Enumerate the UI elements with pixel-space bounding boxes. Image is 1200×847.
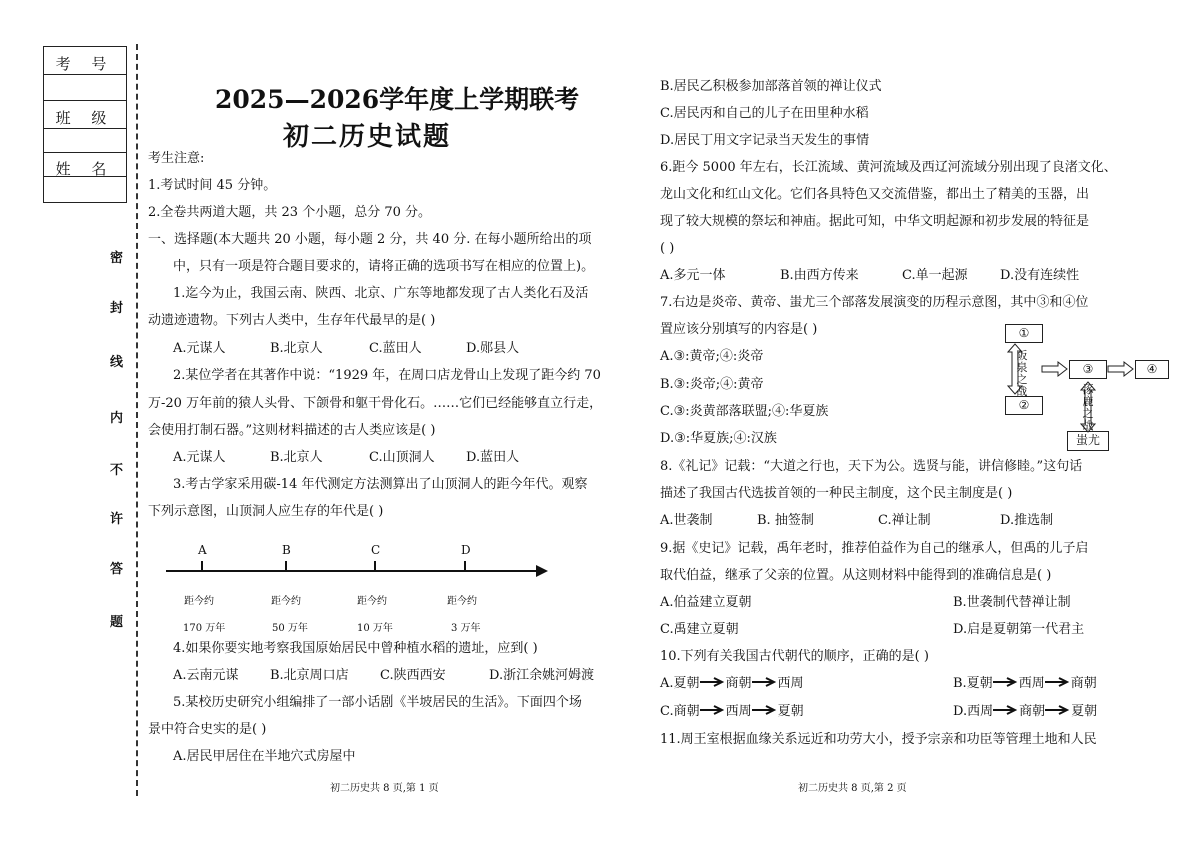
q7-option-d[interactable]: D.③:华夏族;④:汉族 — [660, 431, 777, 446]
q3-stem: 3.考古学家采用碳-14 年代测定方法测算出了山顶洞人的距今年代。观察 — [173, 477, 588, 492]
class-label-row — [44, 101, 126, 129]
q6-option-c[interactable]: C.单一起源 — [902, 268, 968, 283]
q9-option-a[interactable]: A.伯益建立夏朝 — [660, 595, 752, 610]
timeline-caption: 3 万年 — [451, 623, 481, 634]
dynasty: 西周 — [1018, 676, 1045, 691]
exam-number-label: 考 号 — [55, 55, 115, 73]
timeline-point-label: C — [371, 543, 381, 557]
timeline-caption: 10 万年 — [357, 623, 393, 634]
q5-stem-cont: 景中符合史实的是( ) — [148, 722, 267, 737]
q6-option-a[interactable]: A.多元一体 — [660, 268, 726, 283]
q7-stem: 7.右边是炎帝、黄帝、蚩尤三个部落发展演变的历程示意图，其中③和④位 — [660, 295, 1089, 310]
q10-option-a[interactable] — [660, 677, 804, 690]
q7-option-a[interactable]: A.③:黄帝;④:炎帝 — [660, 349, 764, 364]
seal-char: 线 — [110, 355, 124, 370]
exam-number-field[interactable] — [44, 75, 126, 101]
notice-item: 2.全卷共两道大题，共 23 个小题，总分 70 分。 — [148, 205, 432, 220]
q2-stem: 2.某位学者在其著作中说：“1929 年，在周口店龙骨山上发现了距今约 70 — [173, 368, 601, 383]
notice-item: 1.考试时间 45 分钟。 — [148, 178, 277, 193]
timeline-caption: 距今约 — [271, 596, 301, 607]
name-field[interactable] — [44, 177, 126, 202]
q10-option-b[interactable] — [953, 677, 1097, 690]
q8-option-b[interactable]: B. 抽签制 — [757, 513, 814, 528]
timeline-caption: 距今约 — [357, 596, 387, 607]
q10-option-c[interactable] — [660, 705, 804, 718]
q5-option-d[interactable]: D.居民丁用文字记录当天发生的事情 — [660, 133, 870, 148]
q8-option-c[interactable]: C.禅让制 — [878, 513, 931, 528]
diagram-box-chiyou: 蚩尤 — [1067, 431, 1109, 451]
q4-option-c[interactable]: C.陕西西安 — [380, 668, 446, 683]
section-heading-cont: 中，只有一项是符合题目要求的，请将正确的选项书写在相应的位置上)。 — [173, 259, 595, 274]
q7-option-c[interactable]: C.③:炎黄部落联盟;④:华夏族 — [660, 404, 829, 419]
q1-option-c[interactable]: C.蓝田人 — [369, 341, 422, 356]
battle-label-zhuolu: 涿鹿之战 — [1082, 383, 1094, 432]
notice-heading: 考生注意: — [148, 151, 205, 166]
dynasty: 夏朝 — [1071, 704, 1098, 719]
q9-option-d[interactable]: D.启是夏朝第一代君主 — [953, 622, 1085, 637]
page-footer: 初二历史共 8 页,第 2 页 — [798, 783, 907, 794]
diagram-box-1: ① — [1005, 324, 1043, 343]
seal-char: 答 — [110, 562, 124, 577]
q4-option-d[interactable]: D.浙江余姚河姆渡 — [489, 668, 595, 683]
timeline-tick — [285, 561, 287, 570]
page-footer: 初二历史共 8 页,第 1 页 — [330, 783, 439, 794]
q1-option-d[interactable]: D.郧县人 — [466, 341, 520, 356]
class-label: 班 级 — [55, 109, 115, 127]
exam-subtitle: 初二历史试题 — [283, 122, 452, 152]
seal-char: 密 — [110, 251, 124, 266]
q5-option-c[interactable]: C.居民丙和自己的儿子在田里种水稻 — [660, 106, 869, 121]
q10-stem: 10.下列有关我国古代朝代的顺序，正确的是( ) — [660, 649, 929, 664]
q8-stem: 8.《礼记》记载：“大道之行也，天下为公。选贤与能，讲信修睦。”这句话 — [660, 459, 1083, 474]
q7-stem-cont: 置应该分别填写的内容是( ) — [660, 322, 818, 337]
student-info-table — [43, 46, 127, 203]
q2-stem-cont: 会使用打制石器。”这则材料描述的古人类应该是( ) — [148, 423, 436, 438]
dynasty: 西周 — [725, 704, 752, 719]
timeline-caption: 50 万年 — [272, 623, 308, 634]
dynasty: 商朝 — [1019, 704, 1046, 719]
q2-option-b[interactable]: B.北京人 — [270, 450, 323, 465]
q5-option-a[interactable]: A.居民甲居住在半地穴式房屋中 — [173, 749, 356, 764]
q5-option-b[interactable]: B.居民乙积极参加部落首领的禅让仪式 — [660, 79, 882, 94]
q11-stem: 11.周王室根据血缘关系远近和功劳大小，授予宗亲和功臣等管理土地和人民 — [660, 732, 1097, 747]
timeline-tick — [464, 561, 466, 570]
right-arrow-icon — [752, 705, 778, 715]
seal-char: 题 — [110, 615, 124, 630]
q8-stem-cont: 描述了我国古代选拔首领的一种民主制度，这个民主制度是( ) — [660, 486, 1013, 501]
timeline-caption: 距今约 — [447, 596, 477, 607]
q1-stem-cont: 动遗迹遗物。下列古人类中，生存年代最早的是( ) — [148, 313, 436, 328]
dynasty: 商朝 — [725, 676, 752, 691]
q2-option-c[interactable]: C.山顶洞人 — [369, 450, 435, 465]
diagram-box-3: ③ — [1069, 360, 1107, 379]
timeline-point-label: D — [461, 543, 471, 557]
seal-dashed-line — [136, 44, 138, 796]
q8-option-a[interactable]: A.世袭制 — [660, 513, 713, 528]
q4-stem: 4.如果你要实地考察我国原始居民中曾种植水稻的遗址，应到( ) — [173, 641, 538, 656]
right-arrow-icon — [1045, 705, 1071, 715]
right-arrow-icon — [700, 705, 726, 715]
q6-stem-cont: 龙山文化和红山文化。它们各具特色又交流借鉴，都出土了精美的玉器，出 — [660, 187, 1090, 202]
dynasty: 西周 — [777, 676, 804, 691]
q1-stem: 1.迄今为止，我国云南、陕西、北京、广东等地都发现了古人类化石及活 — [173, 286, 589, 301]
q2-option-d[interactable]: D.蓝田人 — [466, 450, 520, 465]
right-arrow-icon — [752, 677, 778, 687]
q1-option-b[interactable]: B.北京人 — [270, 341, 323, 356]
merge-arrow — [1042, 362, 1067, 376]
q2-option-a[interactable]: A.元谋人 — [173, 450, 226, 465]
seal-char: 内 — [110, 411, 124, 426]
seal-char: 封 — [110, 301, 124, 316]
seal-char: 许 — [110, 512, 124, 527]
q6-stem: 6.距今 5000 年左右，长江流域、黄河流域及西辽河流域分别出现了良渚文化、 — [660, 160, 1117, 175]
q3-stem-cont: 下列示意图，山顶洞人应生存的年代是( ) — [148, 504, 384, 519]
q4-option-b[interactable]: B.北京周口店 — [270, 668, 349, 683]
timeline-arrow — [536, 565, 548, 577]
q6-option-d[interactable]: D.没有连续性 — [1000, 268, 1080, 283]
q7-option-b[interactable]: B.③:炎帝;④:黄帝 — [660, 377, 764, 392]
right-arrow-icon — [993, 677, 1019, 687]
seal-char: 不 — [110, 463, 124, 478]
timeline-point-label: A — [198, 543, 207, 557]
right-arrow-icon — [993, 705, 1019, 715]
q9-option-b[interactable]: B.世袭制代替禅让制 — [953, 595, 1071, 610]
q9-option-c[interactable]: C.禹建立夏朝 — [660, 622, 739, 637]
q6-stem-cont: ( ) — [660, 241, 675, 256]
dynasty: A.夏朝 — [660, 676, 700, 691]
right-arrow-icon — [1045, 677, 1071, 687]
q9-stem-cont: 取代伯益，继承了父亲的位置。从这则材料中能得到的准确信息是( ) — [660, 568, 1052, 583]
timeline-axis — [166, 570, 540, 572]
dynasty: D.西周 — [953, 704, 994, 719]
dynasty: 商朝 — [1070, 676, 1097, 691]
timeline-point-label: B — [282, 543, 291, 557]
section-heading: 一、选择题(本大题共 20 小题，每小题 2 分，共 40 分. 在每小题所给出的项 — [148, 232, 592, 247]
name-label-row — [44, 153, 126, 177]
q6-stem-cont: 现了较大规模的祭坛和神庙。据此可知，中华文明起源和初步发展的特征是 — [660, 214, 1090, 229]
q9-stem: 9.据《史记》记载，禹年老时，推荐伯益作为自己的继承人，但禹的儿子启 — [660, 541, 1089, 556]
diagram-box-2: ② — [1005, 396, 1043, 415]
right-arrow-icon — [700, 677, 726, 687]
exam-number-label-row — [44, 47, 126, 75]
dynasty: 夏朝 — [777, 704, 804, 719]
q2-stem-cont: 万-20 万年前的猿人头骨、下颌骨和躯干骨化石。……它们已经能够直立行走， — [148, 396, 603, 411]
q1-option-a[interactable]: A.元谋人 — [173, 341, 226, 356]
name-label: 姓 名 — [55, 160, 115, 178]
class-field[interactable] — [44, 129, 126, 153]
timeline-tick — [201, 561, 203, 570]
exam-title: 2025—2026学年度上学期联考 — [215, 85, 580, 114]
q4-option-a[interactable]: A.云南元谋 — [173, 668, 239, 683]
q8-option-d[interactable]: D.推选制 — [1000, 513, 1054, 528]
q5-stem: 5.某校历史研究小组编排了一部小话剧《半坡居民的生活》。下面四个场 — [173, 695, 582, 710]
dynasty: C.商朝 — [660, 704, 700, 719]
dynasty: B.夏朝 — [953, 676, 993, 691]
q6-option-b[interactable]: B.由西方传来 — [780, 268, 859, 283]
timeline-caption: 距今约 — [184, 596, 214, 607]
develop-arrow — [1108, 362, 1133, 376]
q10-option-d[interactable] — [953, 705, 1097, 718]
timeline-caption: 170 万年 — [183, 623, 226, 634]
battle-label-banquan: 阪泉之战 — [1016, 349, 1028, 398]
timeline-tick — [374, 561, 376, 570]
diagram-box-4: ④ — [1135, 360, 1169, 379]
